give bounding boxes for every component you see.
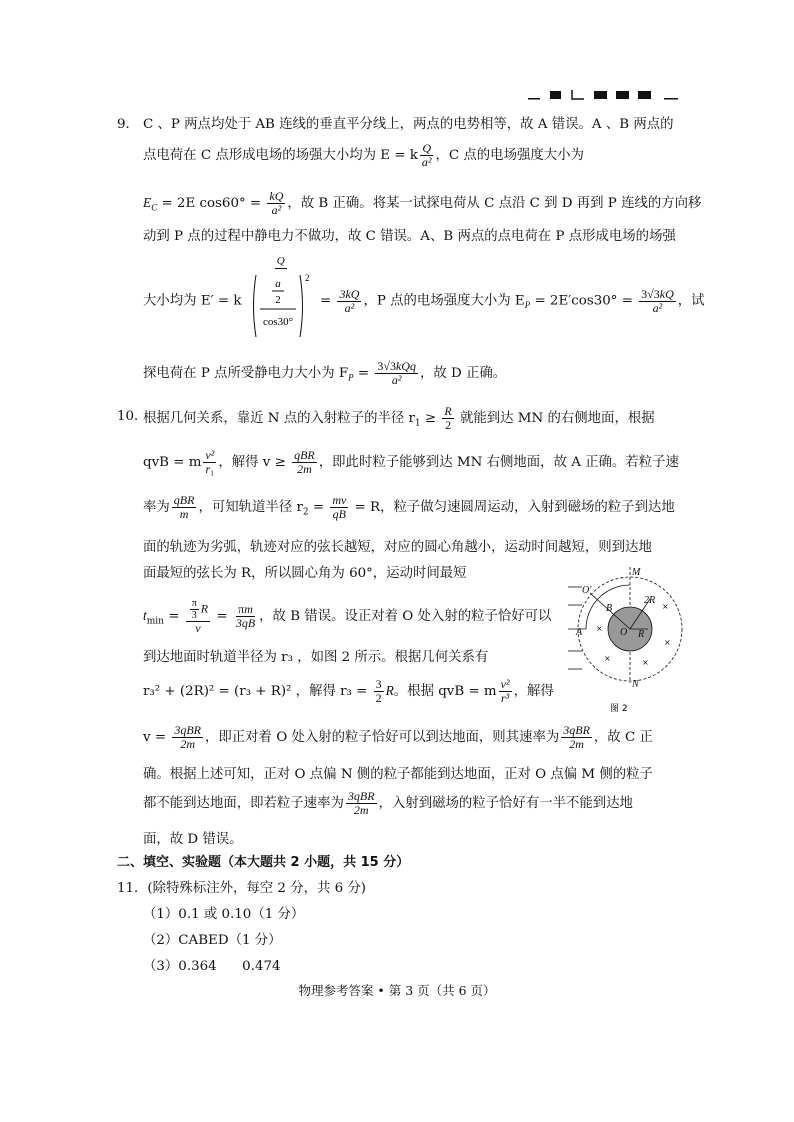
q9-number: 9． xyxy=(117,117,139,132)
section-heading: 二、填空、实验题（本大题共 2 小题，共 15 分） xyxy=(117,855,410,870)
fig-label-O1: O′ xyxy=(582,585,592,596)
q10-line11: 都不能到达地面，即若粒子速率为 $\frac{\text{3qBR}}{2m}$ ，入射到磁场的粒子恰好有一半不能到达地 xyxy=(143,789,633,817)
q11-answer-1: （1）0.1 或 0.10（1 分） xyxy=(143,907,305,922)
q10-number: 10． xyxy=(117,409,148,424)
q10-line8: r₃² + (2R)² = (r₃ + R)² ，解得 r₃ = $\frac{3}{2}$ R。根据 qvB = m $\frac{\text{v²}}{\text{r³}}$ ，解得 xyxy=(143,677,554,705)
q10-line2: qvB = m $\frac{\text{v²}}{\text{r₁}}$ ，解得 v ≥ $\frac{\text{qBR}}{2m}$ ，即此时粒子能够到达 MN 右侧地面，故 A 正确。若粒子速 xyxy=(143,448,679,476)
q10-line3: 率为 $\frac{\text{qBR}}{m}$ ，可知轨道半径 $r_2$ = $\frac{mv}{qB}$ = R，粒子做匀速圆周运动，入射到磁场的粒子到达地 xyxy=(143,493,675,521)
q11-heading: 11．(除特殊标注外，每空 2 分，共 6 分) xyxy=(117,881,367,896)
svg-text:×: × xyxy=(642,658,649,667)
fig-caption: 图 2 xyxy=(610,704,628,714)
q10-line1: 根据几何关系，靠近 N 点的入射粒子的半径 $r_1$ ≥ $\frac{R}{2}$ 就能到达 MN 的右侧地面，根据 xyxy=(143,404,655,432)
fig-label-B: B xyxy=(606,603,613,614)
q10-line7: 到达地面时轨道半径为 r₃ ，如图 2 所示。根据几何关系有 xyxy=(143,650,489,665)
fig-label-R: R xyxy=(638,629,645,640)
page-footer: 物理参考答案 • 第 3 页（共 6 页） xyxy=(298,983,496,998)
fig-label-O: O xyxy=(620,627,628,638)
q11-answer-2: （2）CABED（1 分） xyxy=(143,933,282,948)
svg-text:a: a xyxy=(275,278,281,290)
q9-line4: 动到 P 点的过程中静电力不做功，故 C 错误。A、B 两点的点电荷在 P 点形成电场的场强 xyxy=(143,229,676,244)
q9-line5: 大小均为 E′ = k Q a 2 cos30° 2 = $\frac{3kQ}{\text{a²}}$ ，P 点的电场强度大小为 $E_P = 2E'\cos 30^\circ$ = $\frac{3√3kQ}{\text{a²}}$ ，试 xyxy=(143,255,705,347)
q10-line12: 面，故 D 错误。 xyxy=(143,832,243,847)
fig-label-2R: 2R xyxy=(644,595,656,606)
fig-label-A: A xyxy=(576,627,583,638)
svg-text:cos30°: cos30° xyxy=(262,316,293,328)
figure-2 xyxy=(566,565,686,715)
fig-label-N: N xyxy=(632,679,639,690)
q9-line6: 探电荷在 P 点所受静电力大小为 $F_P$ = $\frac{\text{3√3kQq}}{\text{a²}}$ ，故 D 正确。 xyxy=(143,359,507,387)
svg-text:×: × xyxy=(604,654,611,663)
svg-text:2: 2 xyxy=(304,273,310,283)
q10-line6: $t_{min}$ = $\frac{\pi}{3}$ R v = $\frac{\pi m}{3qB}$ ，故 B 错误。设正对着 O 处入射的粒子恰好可以 xyxy=(143,598,552,635)
svg-text:×: × xyxy=(664,638,671,647)
q9-line1: C 、P 两点均处于 AB 连线的垂直平分线上，两点的电势相等，故 A 错误。A 、B 两点的 xyxy=(143,117,674,132)
svg-text:×: × xyxy=(596,624,603,633)
q11-answer-3: （3）0.364 0.474 xyxy=(143,959,281,974)
q10-line5: 面最短的弦长为 R，所以圆心角为 60°，运动时间最短 xyxy=(143,566,467,581)
q9-line3: $E_C = 2E$ cos60° = $\frac{kQ}{\text{a²}}$ ，故 B 正确。将某一试探电荷从 C 点沿 C 到 D 再到 P 连线的方向移 xyxy=(143,189,702,217)
header-marks xyxy=(528,88,684,102)
svg-text:×: × xyxy=(662,602,669,611)
q9-line2: 点电荷在 C 点形成电场的场强大小均为 E = k $\frac{Q}{\text{a²}}$ ，C 点的电场强度大小为 xyxy=(143,141,584,169)
q10-line9: v = $\frac{\text{3qBR}}{2m}$ ，即正对着 O 处入射的粒子恰好可以到达地面，则其速率为 $\frac{\text{3qBR}}{2m}$ ，故 C 正 xyxy=(143,723,653,751)
q10-line4: 面的轨迹为劣弧，轨迹对应的弦长越短，对应的圆心角越小，运动时间越短，则到达地 xyxy=(143,540,652,555)
q10-line10: 确。根据上述可知，正对 O 点偏 N 侧的粒子都能到达地面，正对 O 点偏 M 侧的粒子 xyxy=(143,767,653,782)
svg-text:2: 2 xyxy=(275,294,281,306)
fig-label-M: M xyxy=(632,567,641,578)
